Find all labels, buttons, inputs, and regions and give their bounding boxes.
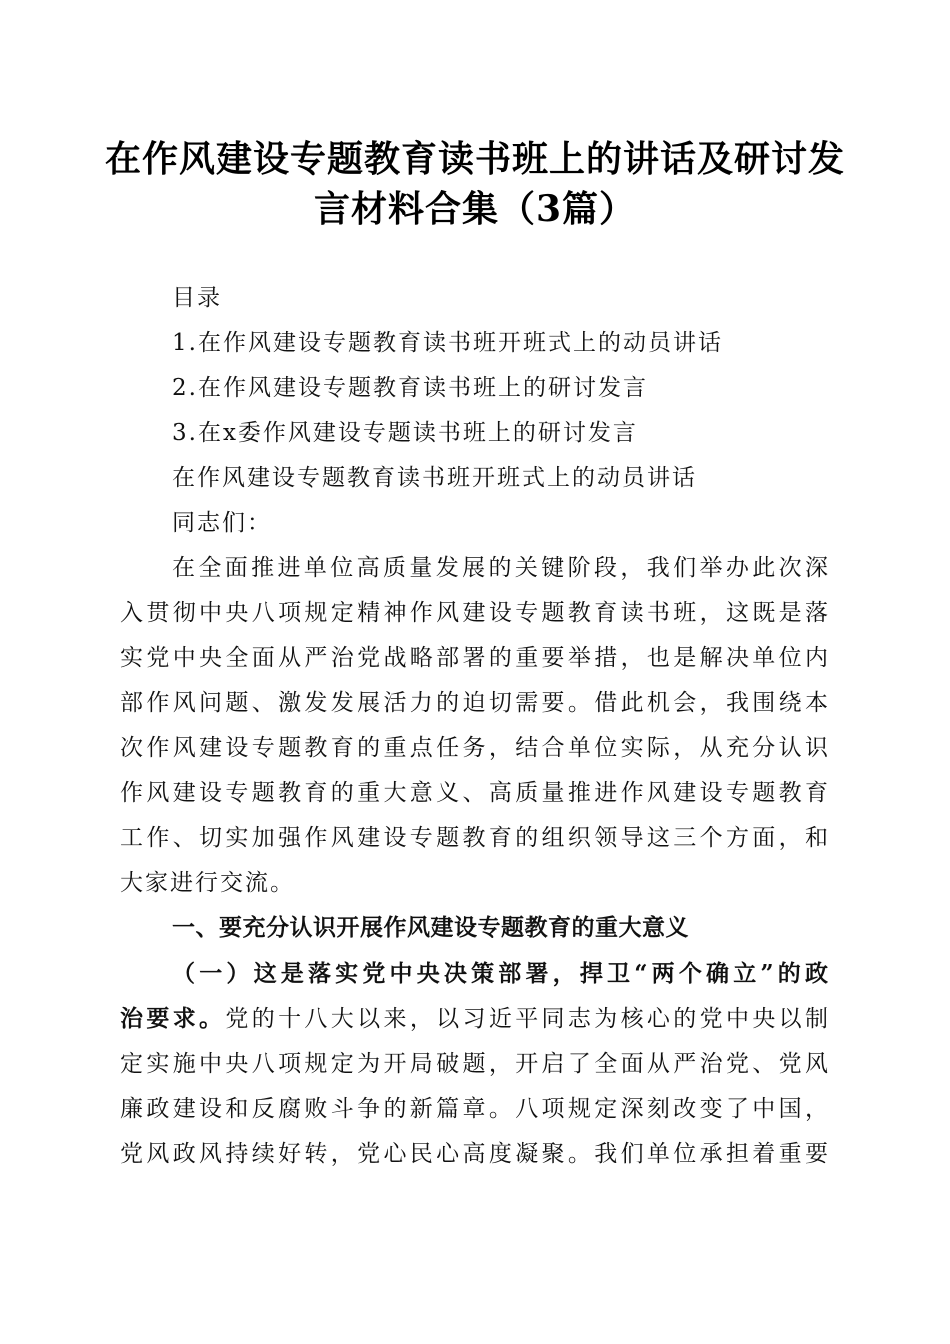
intro-line-8: 大家进行交流。 xyxy=(120,870,295,896)
subsection-1-line-5: 党风政风持续好转，党心民心高度凝聚。我们单位承担着重要 xyxy=(120,1141,830,1167)
speech-title: 在作风建设专题教育读书班开班式上的动员讲话 xyxy=(172,465,697,491)
subsection-1-paragraph xyxy=(120,951,830,1177)
title-line-2: 言材料合集（3篇） xyxy=(313,188,637,230)
intro-paragraph xyxy=(120,546,830,906)
document-body xyxy=(120,276,830,1177)
intro-line-1: 在全面推进单位高质量发展的关键阶段，我们举办此次深 xyxy=(172,555,830,581)
subsection-1-line-4: 廉政建设和反腐败斗争的新篇章。八项规定深刻改变了中国， xyxy=(120,1096,830,1122)
intro-line-5: 次作风建设专题教育的重点任务，结合单位实际，从充分认识 xyxy=(120,735,830,761)
document-title xyxy=(100,134,850,234)
intro-line-4: 部作风问题、激发发展活力的迫切需要。借此机会，我围绕本 xyxy=(120,690,830,716)
toc-item-3: 3.在x委作风建设专题读书班上的研讨发言 xyxy=(172,420,638,446)
subsection-1-line-3: 定实施中央八项规定为开局破题，开启了全面从严治党、党风 xyxy=(120,1051,830,1077)
toc-item-1: 1.在作风建设专题教育读书班开班式上的动员讲话 xyxy=(172,330,723,356)
intro-line-3: 实党中央全面从严治党战略部署的重要举措，也是解决单位内 xyxy=(120,645,830,671)
intro-line-2: 入贯彻中央八项规定精神作风建设专题教育读书班，这既是落 xyxy=(120,600,830,626)
subsection-1-line-2-text: 党的十八大以来，以习近平同志为核心的党中央以制 xyxy=(225,1006,831,1032)
intro-line-7: 工作、切实加强作风建设专题教育的组织领导这三个方面，和 xyxy=(120,825,830,851)
section-1-heading: 一、要充分认识开展作风建设专题教育的重大意义 xyxy=(172,915,689,941)
subsection-1-line-2 xyxy=(120,996,830,1042)
salutation: 同志们： xyxy=(172,510,272,536)
toc-item-2: 2.在作风建设专题教育读书班上的研讨发言 xyxy=(172,375,648,401)
subsection-1-title: （一）这是落实党中央决策部署，捍卫“两个确立”的政 xyxy=(172,960,830,987)
subsection-1-title-end: 治要求。 xyxy=(120,1005,226,1032)
intro-line-6: 作风建设专题教育的重大意义、高质量推进作风建设专题教育 xyxy=(120,780,830,806)
title-line-1: 在作风建设专题教育读书班上的讲话及研讨发 xyxy=(104,138,845,180)
toc-heading: 目录 xyxy=(172,285,222,311)
